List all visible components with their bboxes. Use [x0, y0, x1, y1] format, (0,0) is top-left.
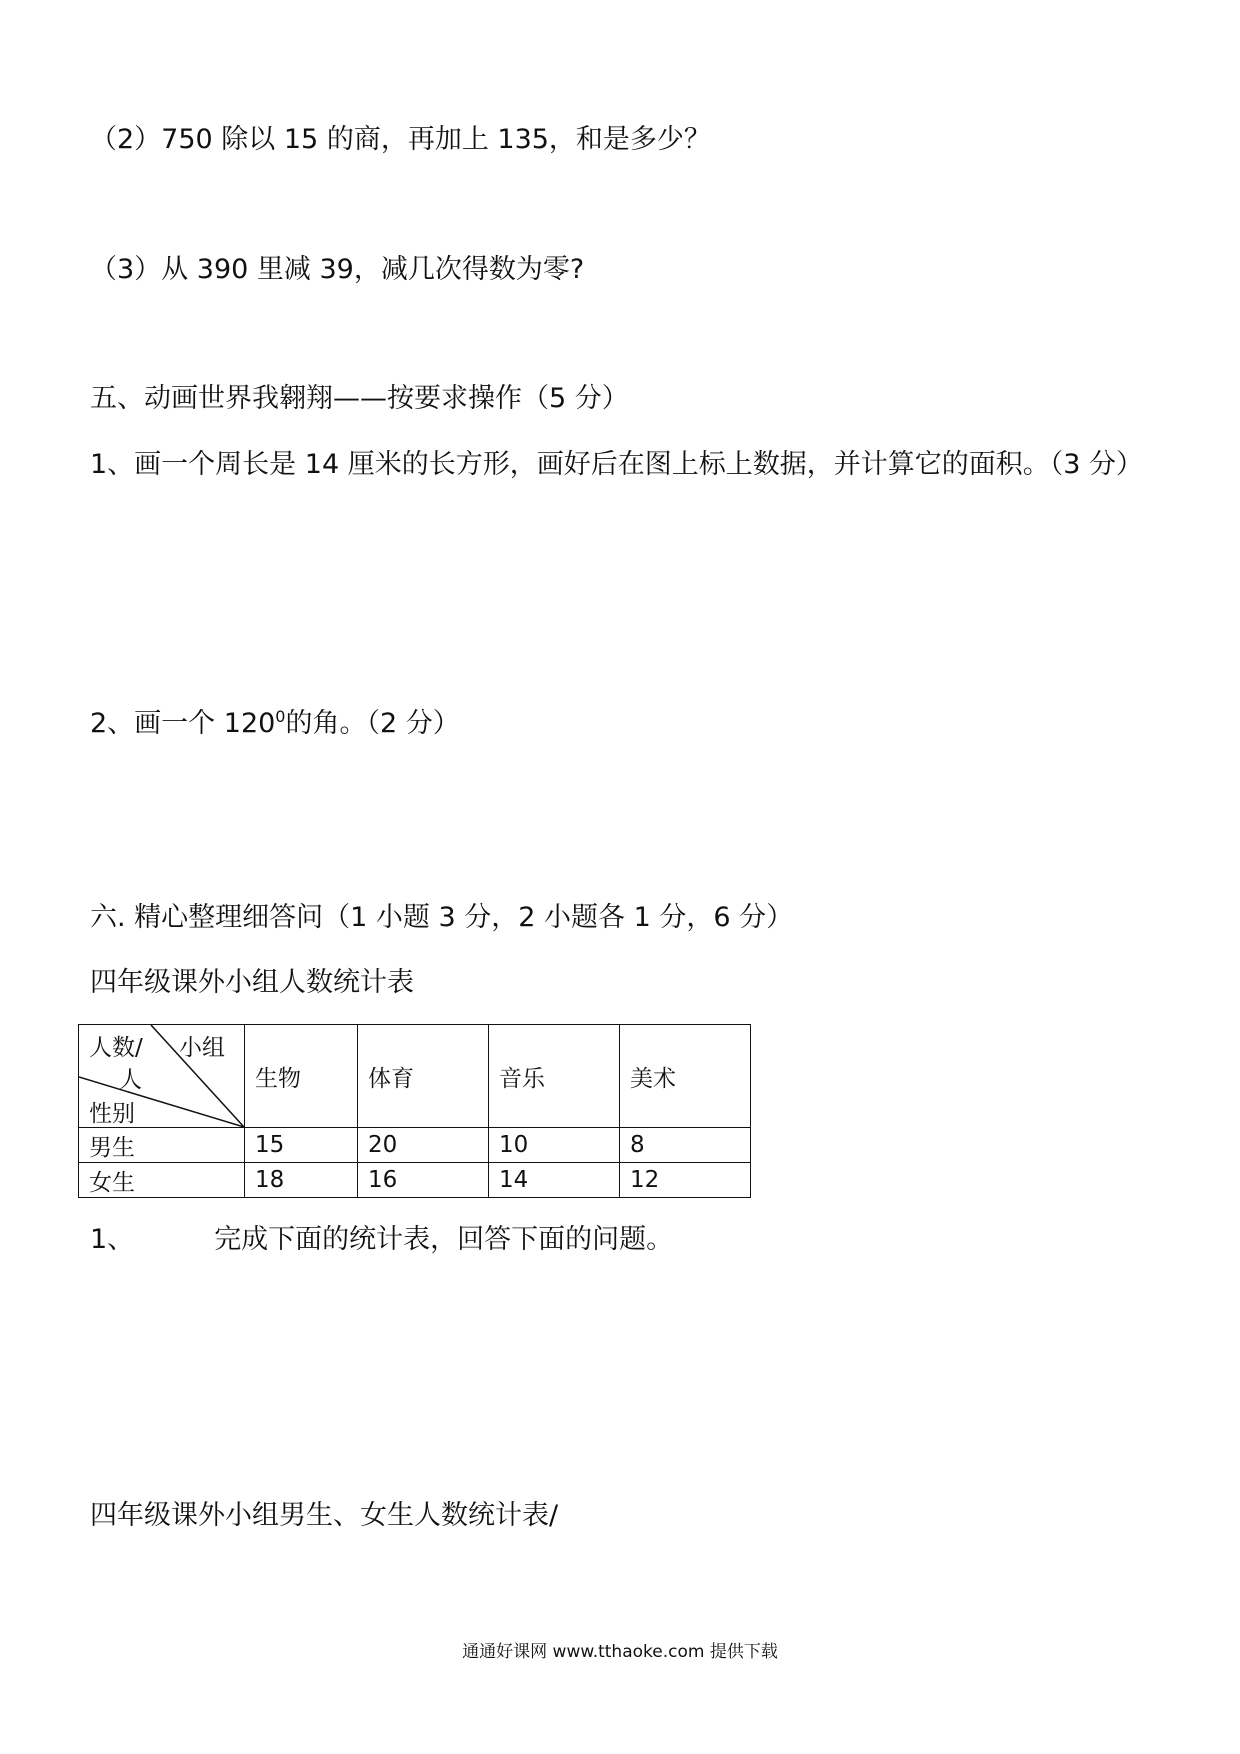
diagonal-header-cell — [79, 1025, 245, 1128]
table-cell: 15 — [245, 1128, 358, 1163]
row-label: 女生 — [79, 1163, 245, 1198]
section-5-title: 五、动画世界我翱翔——按要求操作（5 分） — [90, 383, 629, 414]
row-label: 男生 — [79, 1128, 245, 1163]
table-row — [79, 1163, 751, 1198]
q2-suffix: 的角。（2 分） — [285, 708, 460, 739]
stats-table — [78, 1024, 751, 1198]
section-6-title: 六. 精心整理细答问（1 小题 3 分，2 小题各 1 分，6 分） — [90, 902, 794, 933]
section-5-question-2 — [90, 706, 460, 742]
q1-number: 1、 — [90, 1224, 135, 1255]
table-cell: 12 — [620, 1163, 751, 1198]
corner-label-count: 人数/ — [89, 1035, 143, 1061]
table-2-title: 四年级课外小组男生、女生人数统计表/ — [90, 1500, 559, 1531]
table-title: 四年级课外小组人数统计表 — [90, 967, 414, 998]
q1-text: 完成下面的统计表，回答下面的问题。 — [214, 1224, 674, 1255]
degree-superscript: 0 — [275, 707, 286, 726]
table-cell: 16 — [358, 1163, 489, 1198]
corner-label-gender: 性别 — [89, 1101, 135, 1127]
column-header: 体育 — [358, 1025, 489, 1128]
footer-credit: 通通好课网 www.tthaoke.com 提供下载 — [462, 1642, 778, 1662]
table-header-row — [79, 1025, 751, 1128]
column-header: 音乐 — [489, 1025, 620, 1128]
column-header: 美术 — [620, 1025, 751, 1128]
section-6-question-1 — [90, 1222, 673, 1258]
table-cell: 20 — [358, 1128, 489, 1163]
table-cell: 14 — [489, 1163, 620, 1198]
table-row — [79, 1128, 751, 1163]
question-4-2: （2）750 除以 15 的商，再加上 135，和是多少？ — [90, 124, 711, 155]
table-cell: 18 — [245, 1163, 358, 1198]
table-cell: 8 — [620, 1128, 751, 1163]
question-4-3: （3）从 390 里减 39，减几次得数为零? — [90, 254, 585, 285]
q2-prefix: 2、画一个 120 — [90, 708, 276, 739]
section-5-question-1: 1、画一个周长是 14 厘米的长方形，画好后在图上标上数据，并计算它的面积。（3 分） — [90, 449, 1143, 480]
table-cell: 10 — [489, 1128, 620, 1163]
corner-label-group: 小组 — [179, 1035, 225, 1061]
corner-label-unit: 人 — [119, 1067, 142, 1093]
column-header: 生物 — [245, 1025, 358, 1128]
